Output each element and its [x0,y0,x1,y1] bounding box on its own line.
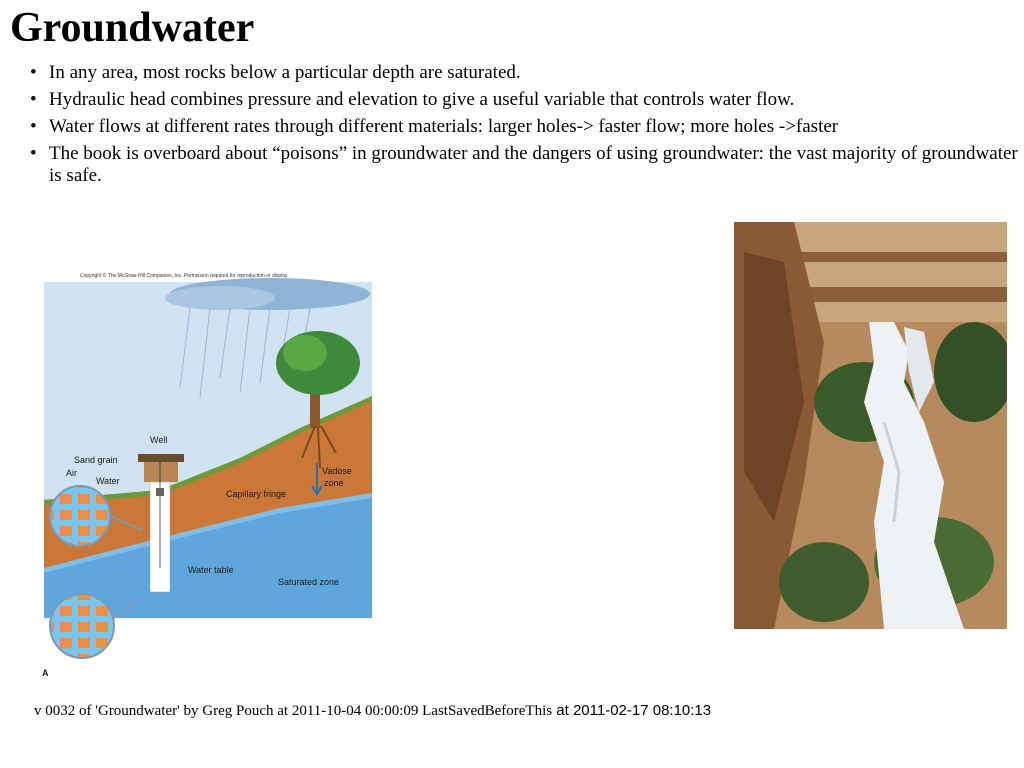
label-water: Water [96,476,120,486]
label-saturated-zone: Saturated zone [278,577,340,587]
label-water-table: Water table [188,565,234,575]
slide-title: Groundwater [10,5,255,51]
bullet-text: Hydraulic head combines pressure and elevation to give a useful variable that controls water flow. [49,89,795,110]
bullet-list [30,62,1020,192]
bullet-item: • Water flows at different rates through different materials: larger holes-> faster flow; more holes ->faster [30,116,839,137]
footer-timestamp: at 2011-02-17 08:10:13 [552,702,712,719]
label-vadose: Vadose [322,466,352,476]
bullet-text: In any area, most rocks below a particular depth are saturated. [49,62,521,83]
copyright-text: Copyright © The McGraw-Hill Companies, Inc. Permission required for reproduction or display. [80,273,289,279]
label-panel-a: A [42,668,49,678]
label-zone: zone [324,478,344,488]
label-capillary-fringe: Capillary fringe [226,489,287,499]
footer-text: v 0032 of 'Groundwater' by Greg Pouch at 2011-10-04 00:00:09 LastSavedBeforeThis [34,703,553,719]
bullet-text: Water flows at different rates through different materials: larger holes-> faster flow; more holes ->faster [49,116,839,137]
label-sand-grain: Sand grain [74,455,118,465]
label-well: Well [150,435,168,445]
bullet-item: • Hydraulic head combines pressure and elevation to give a useful variable that controls water flow. [30,89,795,110]
footer-version [34,702,711,720]
bullet-text: The book is overboard about “poisons” in groundwater and the dangers of using groundwater: the vast majority of groundwater is safe. [49,143,1018,186]
waterfall-photo [734,222,1007,629]
groundwater-diagram [40,268,380,682]
bullet-item: • In any area, most rocks below a particular depth are saturated. [30,62,521,83]
label-air: Air [66,468,77,478]
bullet-item: • The book is overboard about “poisons” in groundwater and the dangers of using groundwater: the vast majority of groundwater is safe. [30,143,1018,186]
